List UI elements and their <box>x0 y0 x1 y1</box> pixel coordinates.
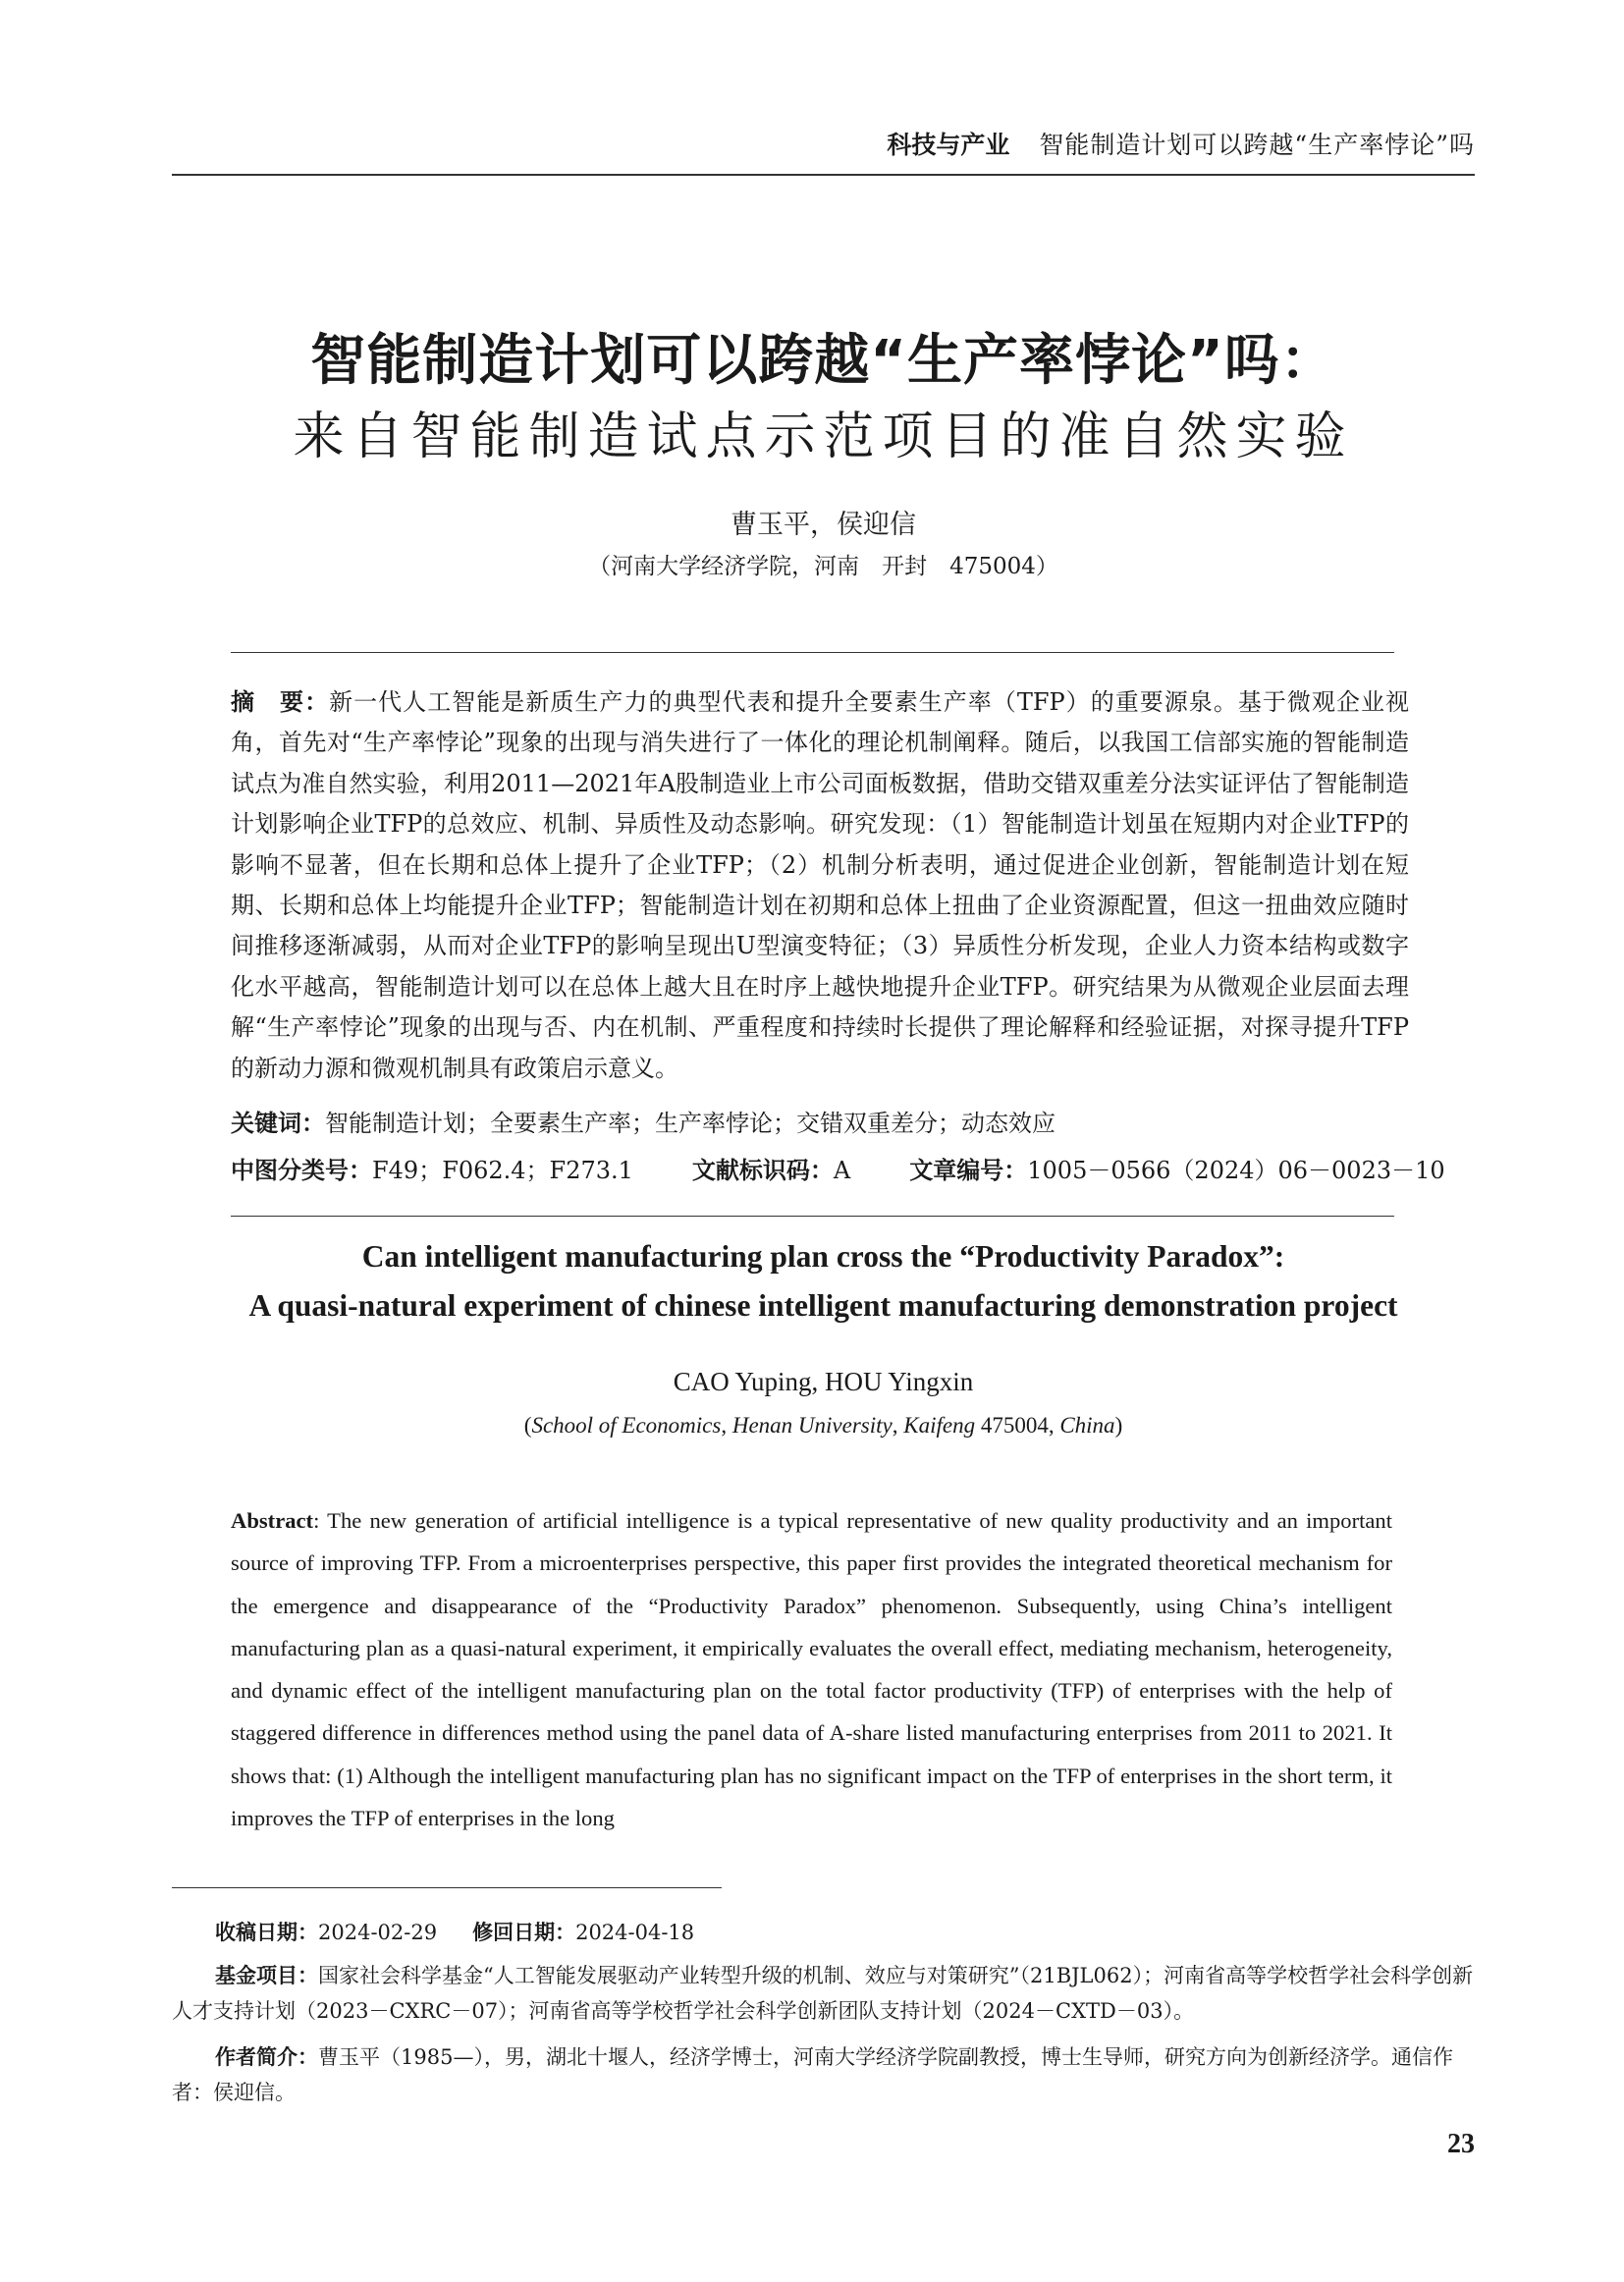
author-bio-text: 曹玉平（1985—），男，湖北十堰人，经济学博士，河南大学经济学院副教授，博士生导师，研究方向为创新经济学。通信作者：侯迎信。 <box>172 2045 1453 2104</box>
footnote-dates <box>172 1915 1475 1950</box>
running-title: 智能制造计划可以跨越“生产率悖论”吗 <box>1039 131 1475 159</box>
authors-cn: 曹玉平，侯迎信 <box>731 510 916 540</box>
affil-university: Henan University <box>731 1413 893 1438</box>
received-date-label: 收稿日期： <box>215 1921 318 1944</box>
footnote-author-bio <box>172 2039 1475 2110</box>
affil-city: Kaifeng <box>903 1413 976 1438</box>
affil-zip: 475004 <box>980 1413 1049 1438</box>
received-date-value: 2024-02-29 <box>318 1921 438 1944</box>
author-bio-label: 作者简介： <box>215 2045 318 2069</box>
abstract-top-rule <box>231 652 1394 653</box>
fund-text: 国家社会科学基金“人工智能发展驱动产业转型升级的机制、效应与对策研究”（21BJL062）；河南省高等学校哲学社会科学创新人才支持计划（2023－CXRC－07）；河南省高等学校哲学社会科学创新团队支持计划（2024－CXTD－03）。 <box>172 1964 1474 2023</box>
abstract-cn-text: 新一代人工智能是新质生产力的典型代表和提升全要素生产率（TFP）的重要源泉。基于微观企业视角，首先对“生产率悖论”现象的出现与消失进行了一体化的理论机制阐释。随后，以我国工信部实施的智能制造试点为准自然实验，利用2011—2021年A股制造业上市公司面板数据，借助交错双重差分法实证评估了智能制造计划影响企业TFP的总效应、机制、异质性及动态影响。研究发现：（1）智能制造计划虽在短期内对企业TFP的影响不显著，但在长期和总体上提升了企业TFP；（2）机制分析表明，通过促进企业创新，智能制造计划在短期、长期和总体上均能提升企业TFP；智能制造计划在初期和总体上扭曲了企业资源配置，但这一扭曲效应随时间推移逐渐减弱，从而对企业TFP的影响呈现出U型演变特征；（3）异质性分析发现，企业人力资本结构或数字化水平越高，智能制造计划可以在总体上越大且在时序上越快地提升企业TFP。研究结果为从微观企业层面去理解“生产率悖论”现象的出现与否、内在机制、严重程度和持续时长提供了理论解释和经验证据，对探寻提升TFP的新动力源和微观机制具有政策启示意义。 <box>231 688 1409 1082</box>
doc-code-label: 文献标识码： <box>691 1157 834 1184</box>
clc-value: F49；F062.4；F273.1 <box>372 1157 633 1184</box>
classification-line <box>231 1151 1445 1185</box>
affil-school: School of Economics <box>531 1413 722 1438</box>
abstract-en: Abstract: The new generation of artificial intelligence is a typical representative of new quality productivity and an important source of improving TFP. From a microenterprises perspective, this paper first provides the integrated theoretical mechanism for the emergence and disappearance of the “Productivity Paradox” phenomenon. Subsequently, using China’s intelligent manufacturing plan as a quasi-natural experiment, it empirically evaluates the overall effect, mediating mechanism, heterogeneity, and dynamic effect of the intelligent manufacturing plan on the total factor productivity (TFP) of enterprises with the help of staggered difference in differences method using the panel data of A-share listed manufacturing enterprises from 2011 to 2021. It shows that: (1) Although the intelligent manufacturing plan has no significant impact on the TFP of enterprises in the short term, it improves the TFP of enterprises in the long <box>231 1508 1392 1831</box>
revised-date-label: 修回日期： <box>472 1921 576 1944</box>
header-rule <box>172 174 1475 176</box>
abstract-bottom-rule <box>231 1216 1394 1217</box>
keywords-cn-text: 智能制造计划；全要素生产率；生产率悖论；交错双重差分；动态效应 <box>325 1110 1056 1137</box>
abstract-en-text: The new generation of artificial intelligence is a typical representative of new quality productivity and an important source of improving TFP. From a microenterprises perspective, this paper first provides the integrated theoretical mechanism for the emergence and disappearance of the “Productivity Paradox” phenomenon. Subsequently, using China’s intelligent manufacturing plan as a quasi-natural experiment, it empirically evaluates the overall effect, mediating mechanism, heterogeneity, and dynamic effect of the intelligent manufacturing plan on the total factor productivity (TFP) of enterprises with the help of staggered difference in differences method using the panel data of A-share listed manufacturing enterprises from 2011 to 2021. It shows that: (1) Although the intelligent manufacturing plan has no significant impact on the TFP of enterprises in the short term, it improves the TFP of enterprises in the long <box>231 1508 1392 1831</box>
footnote-rule <box>172 1887 722 1888</box>
affiliation-en: (School of Economics, Henan University, Kaifeng 475004, China) <box>523 1413 1123 1438</box>
abstract-cn-label: 摘 要： <box>231 688 330 716</box>
journal-section: 科技与产业 <box>887 131 1010 159</box>
affil-country: China <box>1059 1413 1115 1438</box>
title-cn-line1: 智能制造计划可以跨越“生产率悖论”吗： <box>310 329 1336 393</box>
abstract-en-label: Abstract <box>231 1508 314 1533</box>
doc-code-value: A <box>833 1157 851 1184</box>
article-number-value: 1005－0566（2024）06－0023－10 <box>1027 1157 1445 1184</box>
abstract-cn <box>231 682 1409 1089</box>
title-en-line1: Can intelligent manufacturing plan cross the “Productivity Paradox”: <box>361 1239 1285 1274</box>
article-number-label: 文章编号： <box>909 1157 1028 1184</box>
affiliation-cn: （河南大学经济学院，河南 开封 475004） <box>588 554 1058 579</box>
title-cn-line2: 来自智能制造试点示范项目的准自然实验 <box>293 408 1354 466</box>
running-header <box>172 126 1475 165</box>
page-number: 23 <box>1447 2129 1475 2159</box>
title-en-line2: A quasi-natural experiment of chinese intelligent manufacturing demonstration project <box>248 1288 1398 1323</box>
fund-label: 基金项目： <box>215 1964 318 1987</box>
clc-label: 中图分类号： <box>231 1157 372 1184</box>
keywords-cn-label: 关键词： <box>231 1110 325 1137</box>
footnote-fund <box>172 1958 1475 2029</box>
keywords-cn <box>231 1104 1409 1138</box>
authors-en: CAO Yuping, HOU Yingxin <box>673 1367 974 1396</box>
revised-date-value: 2024-04-18 <box>575 1921 695 1944</box>
